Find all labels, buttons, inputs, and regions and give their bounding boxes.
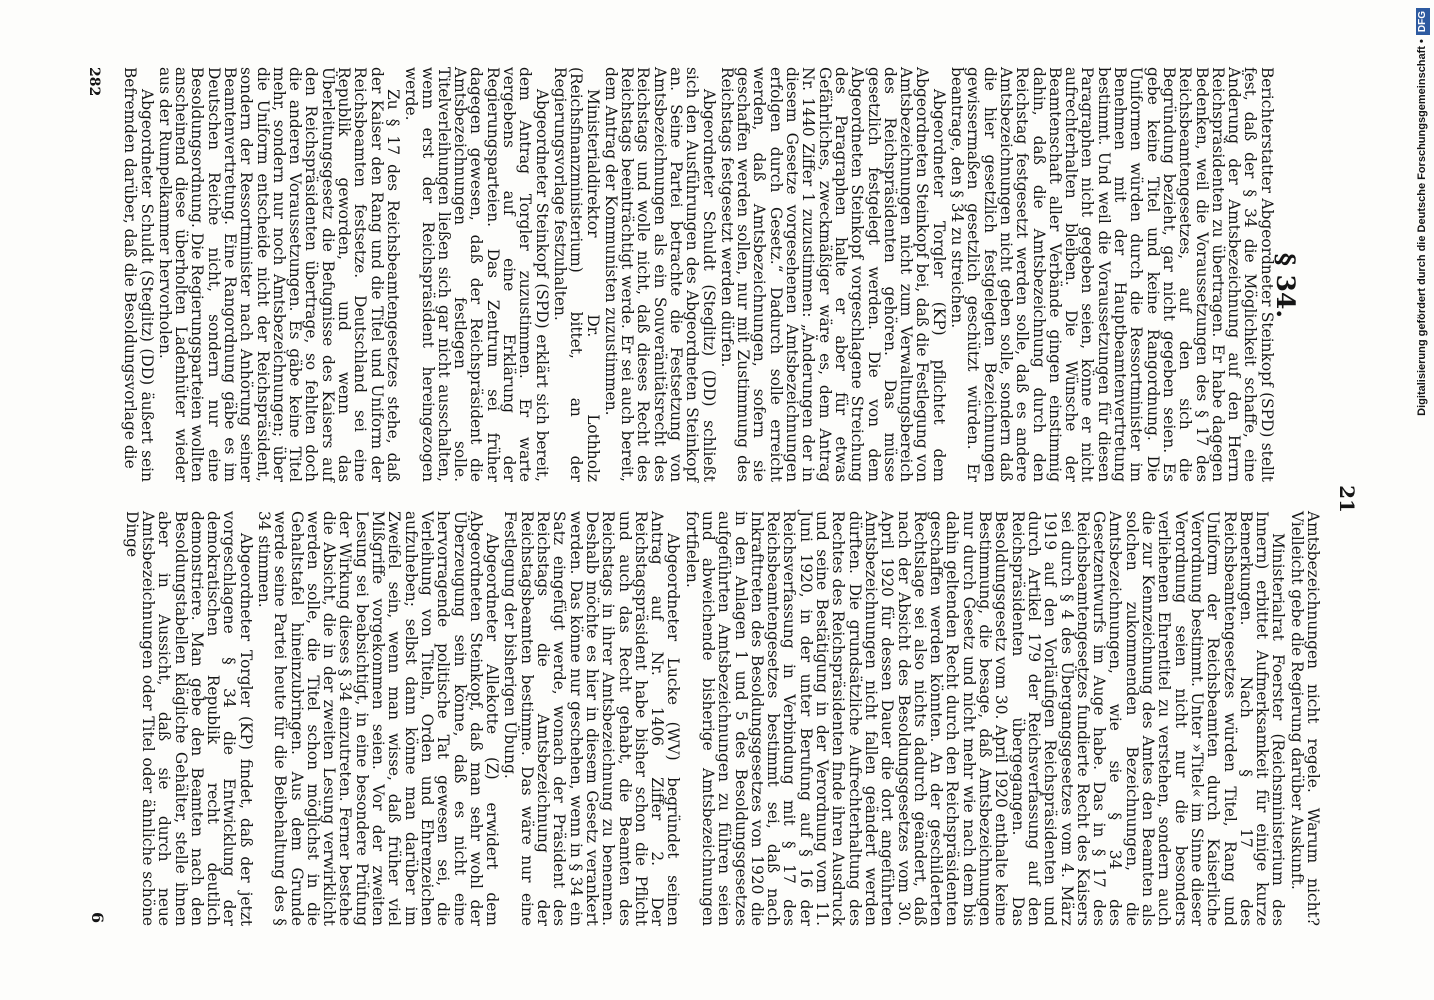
- left-column: [120, 67, 1300, 482]
- section-heading: § 34.: [1271, 252, 1300, 319]
- paragraph: Abgeordneter Schuldt (Steglitz) (DD) schließt sich den Ausführungen des Abgeordneten Steinkopf an. Seine Partei betrachte die Festsetzung von Amtsbezeichnungen als ein Souveränitätsrecht des Reichstags und wolle nicht, daß dieses Recht des Reichstags beeinträchtigt werde. Er sei auch bereit, dem Antrag der Kommunisten zuzustimmen.: [601, 67, 718, 482]
- page-number-top: 21: [1335, 485, 1359, 513]
- page-number-bottom-right: 6: [88, 912, 107, 924]
- document-page: [77, 59, 1377, 939]
- paragraph: Ministerialrat Foerster (Reichsministerium des Innern) erbittet Aufmerksamkeit für einige kurze Bemerkungen. Nach § 17 des Reichsbeamtengesetzes würden Titel, Rang und Uniform der Reichsbeamten durch Kaiserliche Verordnung bestimmt. Unter »Titel« im Sinne dieser Verordnung seien nicht nur die besonders verliehenen Ehrentitel zu verstehen, sondern auch die zur Kennzeichnung des Amtes den Beamten als solchen zukommenden Bezeichnungen, die Amtsbezeichnungen, wie sie § 34 des Gesetzentwurfs im Auge habe. Das in § 17 des Reichsbeamtengesetzes fundierte Recht des Kaisers sei durch § 4 des Übergangsgesetzes vom 4. März 1919 auf den Vorläufigen Reichspräsidenten und durch Artikel 179 der Reichsverfassung auf den Reichspräsidenten übergegangen. Das Besoldungsgesetz vom 30. April 1920 enthalte keine Bestimmung, die besage, daß Amtsbezeichnungen nur durch Gesetz und nicht mehr wie nach dem bis dahin geltenden Recht durch den Reichspräsidenten geschaffen werden könnten. An der geschilderten Rechtslage sei also nichts dadurch geändert, daß nach der Absicht des Besoldungsgesetzes vom 30. April 1920 für dessen Dauer die dort angeführten Amtsbezeichnungen nicht fallen geändert werden dürften. Die grundsätzliche Aufrechterhaltung des Rechtes des Reichspräsidenten finde ihren Ausdruck und seine Bestätigung in der Verordnung vom 11. Juni 1920, in der unter Berufung auf § 16 der Reichsverfassung in Verbindung mit § 17 des Reichsbeamtengesetzes bestimmt sei, daß nach Inkrafttreten des Besoldungsgesetzes von 1920 die in den Anlagen 1 und 5 des Besoldungsgesetzes aufgeführten Amtsbezeichnungen zu führen seien und abweichende bisherige Amtsbezeichnungen fortfielen.: [682, 511, 1288, 926]
- paragraph: Amtsbezeichnungen nicht regele. Warum nicht? Vielleicht gebe die Regierung darüber Auskunft.: [1287, 511, 1322, 926]
- paragraph: Abgeordneter Allekotte (Z) erwidert dem Abgeordneten Steinkopf, daß man sehr wohl der Überzeugung sein könne, daß es nicht eine hervorragende politische Tat gewesen sei, die Verleihung von Titeln, Orden und Ehrenzeichen aufzuheben; selbst dann könne man darüber im Zweifel sein, wenn man wisse, daß früher viel Mißgriffe vorgekommen seien. Vor der zweiten Lesung sei beabsichtigt, in eine besondere Prüfung der Wirkung dieses § 34 einzutreten. Ferner bestehe die Absicht, die in der zweiten Lesung verwirklicht werden solle, die Titel schon möglichst in die Gehaltstafel hineinzubringen. Aus dem Grunde werde seine Partei heute für die Beibehaltung des § 34 stimmen.: [255, 511, 502, 926]
- dfg-logo: DFG: [1416, 8, 1430, 35]
- paragraph: Abgeordneter Torgler (KP) pflichtet dem Abgeordneten Steinkopf bei, daß die Festlegung von Amtsbezeichnungen nicht zum Verwaltungsbereich des Reichspräsidenten gehören. Das müsse gesetzlich festgelegt werden. Die von dem Abgeordneten Steinkopf vorgeschlagene Streichung des Paragraphen halte er aber für etwas Gefährliches, zweckmäßiger wäre es, dem Antrag Nr. 1440 Ziffer 1 zuzustimmen: „Änderungen der in diesem Gesetze vorgesehenen Amtsbezeichnungen erfolgen durch Gesetz.“ Dadurch solle erreicht werden, daß Amtsbezeichnungen, sofern sie geschaffen werden sollen, nur mit Zustimmung des Reichstags festgesetzt werden dürfen.: [717, 67, 948, 482]
- funding-notice-text: Digitalisierung gefördert durch die Deutsche Forschungsgemeinschaft •: [1416, 39, 1428, 416]
- paragraph: Ministerialdirektor Dr. Lothholz (Reichsfinanzministerium) bittet, an der Regierungsvorlage festzuhalten.: [550, 67, 602, 482]
- paragraph: Abgeordneter Schuldt (Steglitz) (DD) äußert sein Befremden darüber, daß die Besoldungsvorlage die: [121, 67, 156, 482]
- page-number-bottom-left: 282: [86, 67, 102, 97]
- right-column: [121, 511, 1321, 926]
- funding-notice: [1410, 8, 1434, 992]
- paragraph: Berichterstatter Abgeordneter Steinkopf (SPD) stellt fest, daß der § 34 die Möglichkeit schaffe, eine Änderung der Amtsbezeichnung auf den Herrn Reichspräsidenten zu übertragen. Er habe dagegen Bedenken, weil die Voraussetzungen des § 17 des Reichsbeamtengesetzes, auf den sich die Begründung bezieht, gar nicht gegeben seien. Es gebe keine Titel und keine Rangordnung. Die Uniformen würden durch die Ressortminister im Benehmen mit der Hauptbeamtenvertretung bestimmt. Und weil die Voraussetzungen für diesen Paragraphen nicht gegeben seien, könne er nicht aufrechterhalten bleiben. Die Wünsche der Beamtenschaft aller Verbände gingen einstimmig dahin, daß die Amtsbezeichnung durch den Reichstag festgesetzt werden solle, daß es andere Amtsbezeichnungen nicht geben solle, sondern daß die hier gesetzlich festgelegten Bezeichnungen gewissermaßen gesetzlich geschützt würden. Er beantrage, den § 34 zu streichen.: [948, 67, 1276, 482]
- paragraph: Abgeordneter Lucke (WV) begründet seinen Antrag auf Nr. 1406 Ziffer 2. Der Reichstagspräsident habe bisher schon die Pflicht und auch das Recht gehabt, die Beamten des Reichstags in ihrer Amtsbezeichnung zu benennen. Deshalb möchte es hier in diesem Gesetz verankert werden. Das könne nur geschehen, wenn in § 34 ein Satz eingefügt werde, wonach der Präsident des Reichstags die Amtsbezeichnung der Reichstagsbeamten bestimme. Das wäre nur eine Festlegung der bisherigen Übung.: [501, 511, 683, 926]
- paragraph: Abgeordneter Torgler (KP) findet, daß der jetzt vorgeschlagene § 34 die Entwicklung der demokratischen Republik recht deutlich demonstriere. Man gebe den Beamten nach den Besoldungstabellen klägliche Gehälter, stelle ihnen aber in Aussicht, daß sie durch neue Amtsbezeichnungen oder Titel oder ähnliche schöne Dinge: [122, 511, 255, 926]
- paragraph: Zu § 17 des Reichsbeamtengesetzes stehe, daß der Kaiser den Rang und die Titel und Uniform der Reichsbeamten festsetze. Deutschland sei eine Republik geworden, und wenn das Überleitungsgesetz die Befugnisse des Kaisers auf den Reichspräsidenten übertrage, so fehlten doch die anderen Voraussetzungen. Es gäbe keine Titel mehr, sondern nur noch Amtsbezeichnungen; über die Uniform entscheide nicht der Reichspräsident, sondern der Ressortminister nach Anhörung seiner Beamtenvertretung. Eine Rangordnung gäbe es im Deutschen Reiche nicht, sondern nur eine Besoldungsordnung. Die Regierungsparteien wollten anscheinend diese überholten Ladenhüter wieder aus der Rumpelkammer hervorholen.: [155, 67, 402, 482]
- paragraph: Abgeordneter Steinkopf (SPD) erklärt sich bereit, dem Antrag Torgler zuzustimmen. Er warte vergebens auf eine Erklärung der Regierungsparteien. Das Zentrum sei früher dagegen gewesen, daß der Reichspräsident die Amtsbezeichnungen festlegen solle. Titelverleihungen ließen sich gar nicht ausschalten, wenn erst der Reichspräsident hereingezogen werde.: [402, 67, 551, 482]
